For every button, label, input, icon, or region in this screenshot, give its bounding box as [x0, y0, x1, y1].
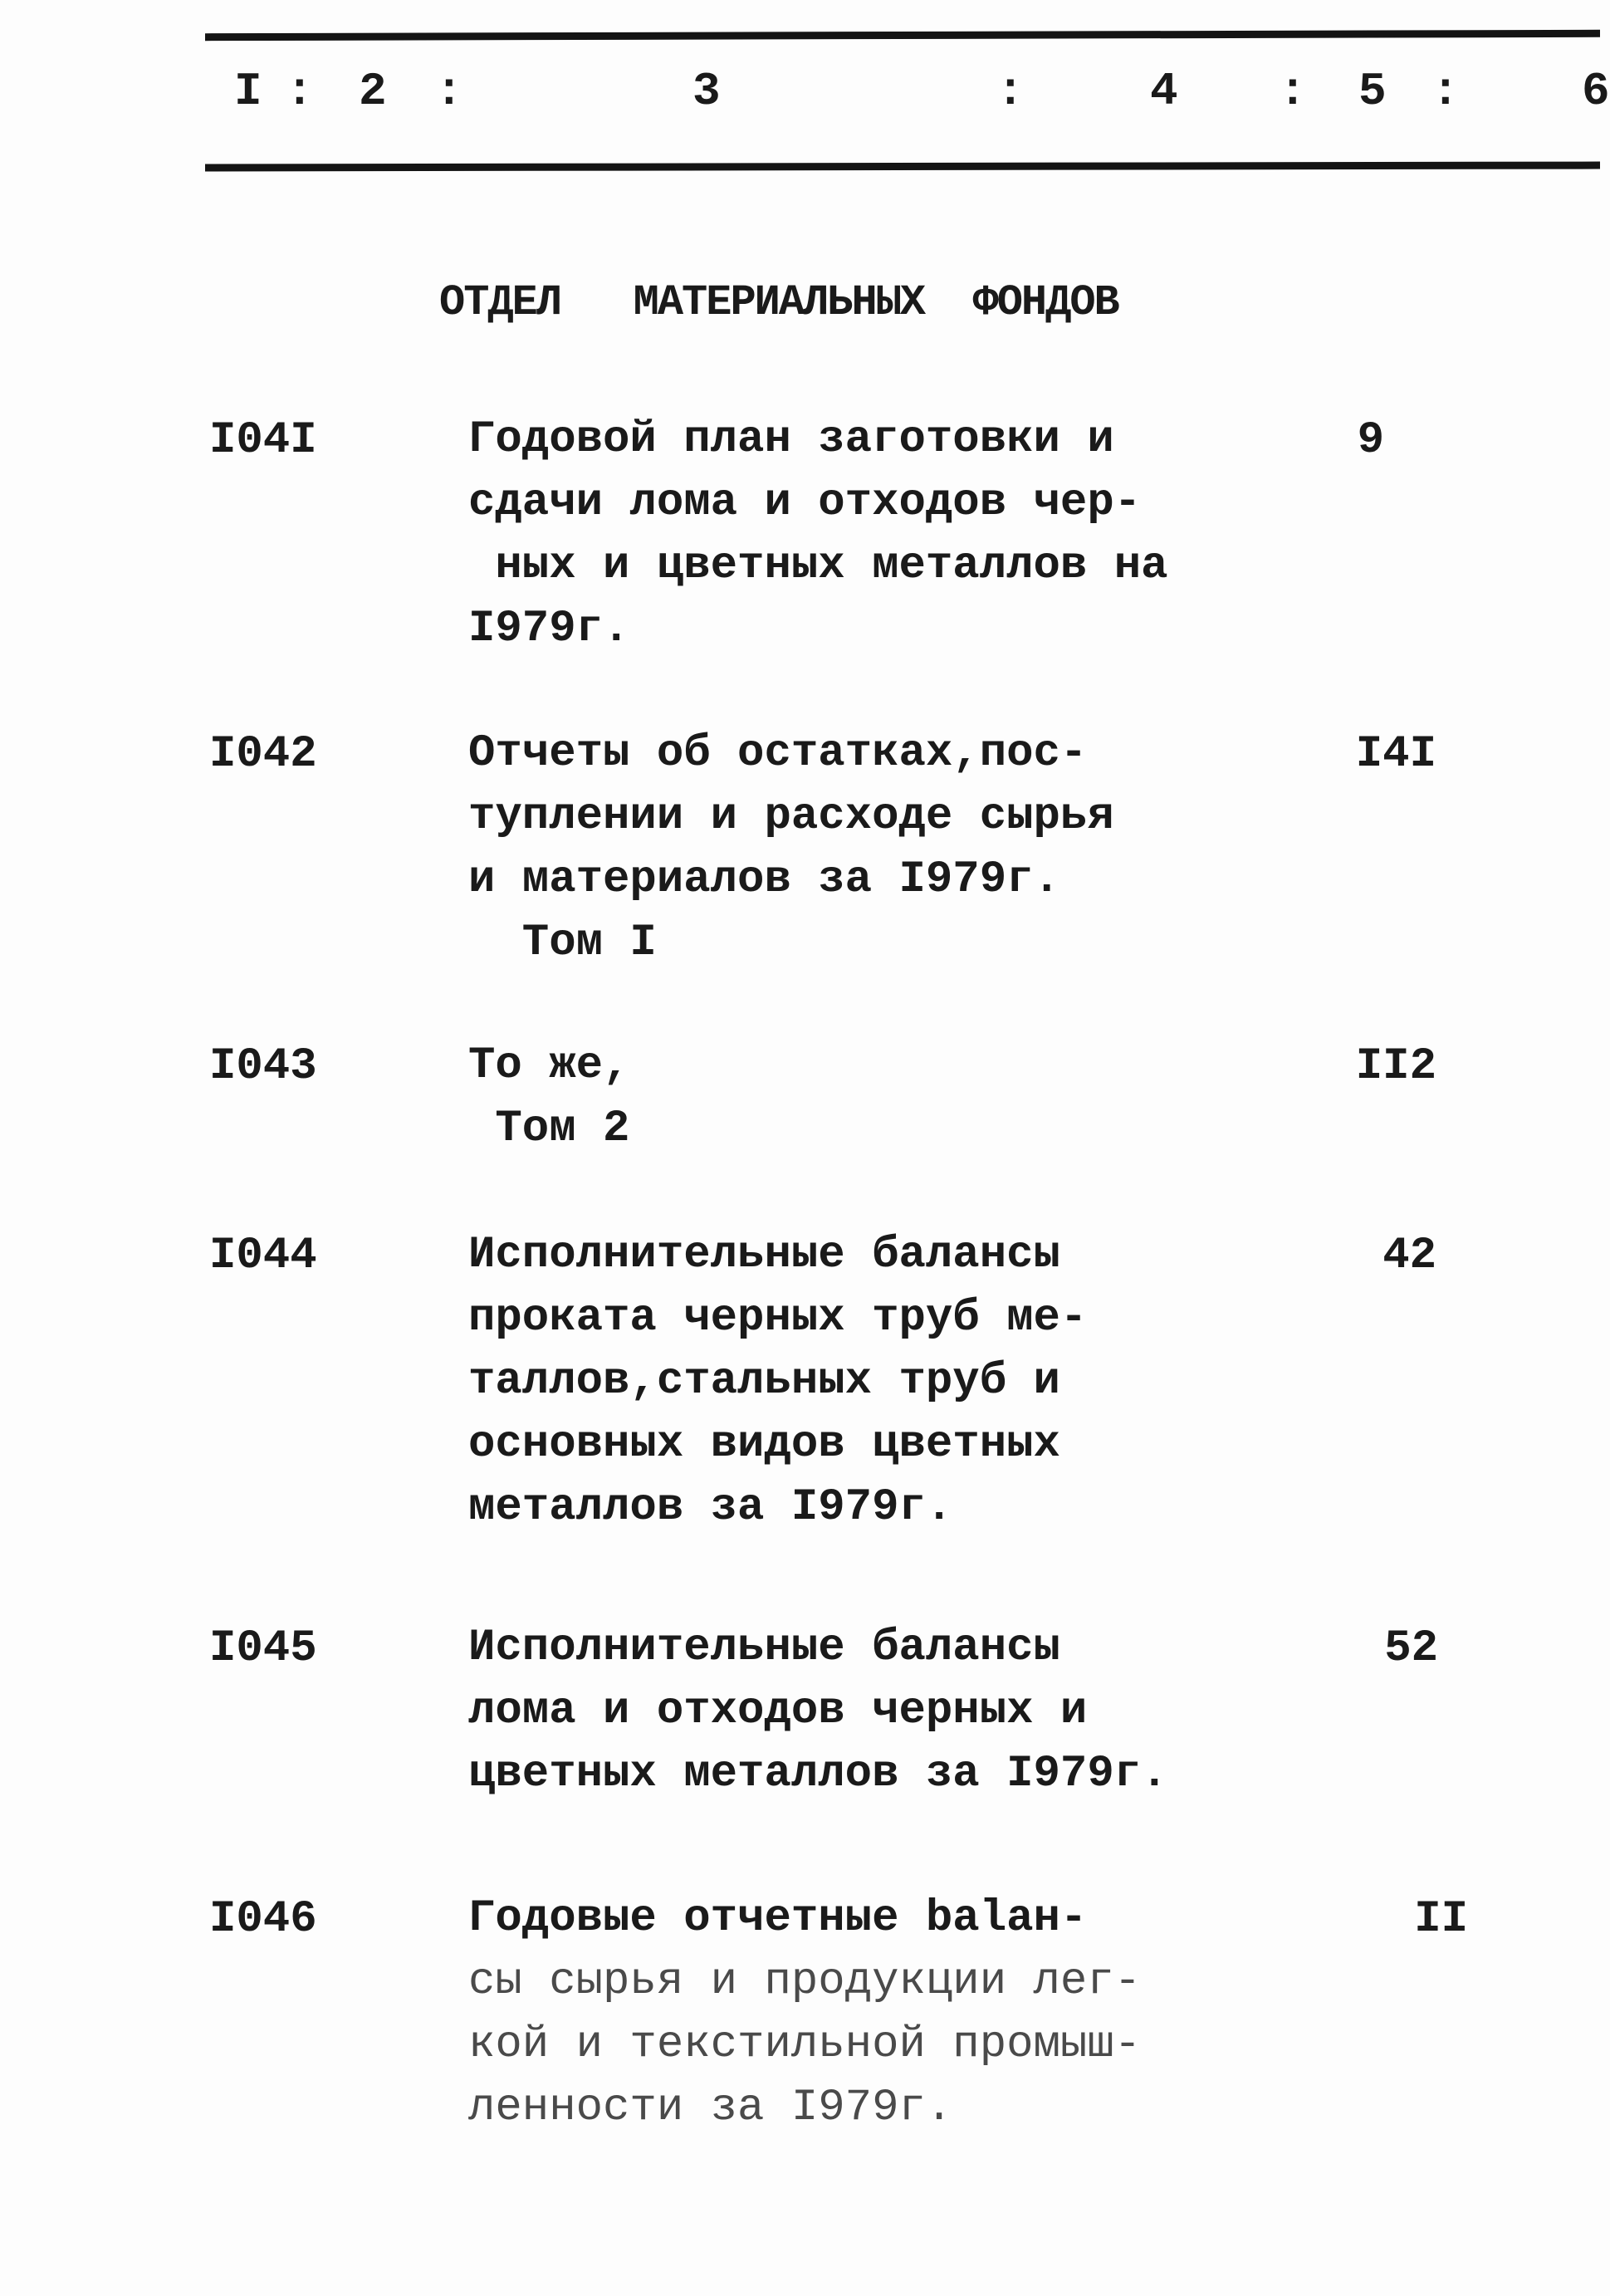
column-separator: :	[435, 65, 463, 118]
description-line: Отчеты об остатках,пос-	[468, 728, 1088, 779]
description-line: То же,	[468, 1040, 630, 1091]
description-line: Исполнительные балансы	[468, 1230, 1060, 1280]
sheet-count: 52	[1384, 1623, 1438, 1674]
description-line: лома и отходов черных и	[468, 1686, 1088, 1736]
description-line: I979г.	[468, 604, 630, 654]
column-5-header: 5	[1358, 65, 1387, 118]
description-line: Исполнительные балансы	[468, 1623, 1060, 1673]
description-line: проката черных труб ме-	[468, 1293, 1088, 1344]
description-line: металлов за I979г.	[468, 1482, 953, 1533]
header-top-rule	[205, 30, 1600, 41]
description-line: Том 2	[468, 1104, 630, 1154]
column-6-header: 6	[1582, 65, 1610, 118]
entry-description	[468, 1887, 1141, 2140]
description-line: сдачи лома и отходов чер-	[468, 477, 1142, 528]
entry-number: I042	[209, 729, 317, 780]
description-line: сы сырья и продукции лег-	[468, 1956, 1142, 2007]
column-4-header: 4	[1150, 65, 1178, 118]
description-line: ленности за I979г.	[468, 2083, 953, 2133]
sheet-count: II	[1414, 1894, 1468, 1945]
column-separator: :	[1279, 65, 1307, 118]
description-line: таллов,стальных труб и	[468, 1356, 1060, 1407]
sheet-count: II2	[1355, 1041, 1436, 1092]
entry-description	[468, 1224, 1087, 1540]
description-line: ных и цветных металлов на	[468, 541, 1168, 591]
column-separator: :	[1431, 65, 1460, 118]
description-line: основных видов цветных	[468, 1419, 1060, 1470]
entry-number: I043	[209, 1041, 317, 1092]
column-2-header: 2	[359, 65, 387, 118]
entry-description	[468, 1617, 1168, 1806]
section-title: ОТДЕЛ МАТЕРИАЛЬНЫХ ФОНДОВ	[439, 278, 1118, 327]
sheet-count: 9	[1357, 415, 1384, 466]
entry-description	[468, 722, 1114, 975]
column-3-header: 3	[692, 65, 721, 118]
entry-number: I045	[209, 1623, 317, 1674]
entry-description	[468, 409, 1168, 661]
entry-number: I046	[209, 1894, 317, 1945]
column-separator: :	[996, 65, 1025, 118]
description-line: и материалов за I979г.	[468, 854, 1060, 905]
entry-description	[468, 1035, 629, 1161]
sheet-count: 42	[1382, 1231, 1436, 1281]
description-line: кой и текстильной промыш-	[468, 2019, 1142, 2070]
description-line: туплении и расходе сырья	[468, 791, 1114, 842]
entry-number: I04I	[209, 415, 317, 466]
description-line: Годовые отчетные balан-	[468, 1893, 1088, 1944]
column-1-header: I	[234, 65, 262, 118]
entry-number: I044	[209, 1231, 317, 1281]
column-separator: :	[286, 65, 314, 118]
header-bottom-rule	[205, 162, 1600, 172]
sheet-count: I4I	[1355, 729, 1436, 780]
description-line: Том I	[468, 918, 657, 968]
description-line: цветных металлов за I979г.	[468, 1749, 1168, 1799]
description-line: Годовой план заготовки и	[468, 414, 1114, 465]
